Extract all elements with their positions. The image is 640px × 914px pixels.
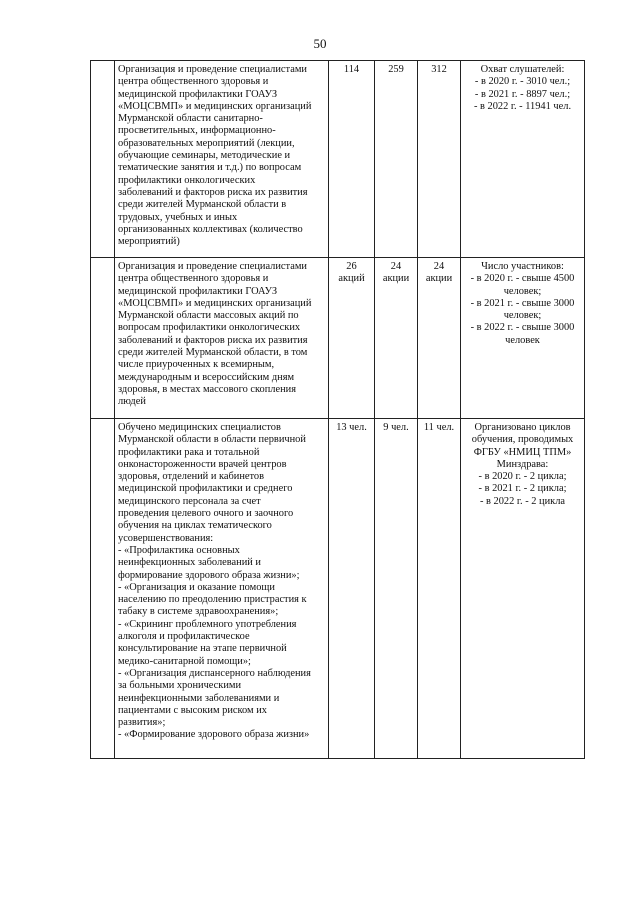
text-line: акций <box>338 273 365 285</box>
text-line: 9 чел. <box>383 422 409 433</box>
text-line: медицинского персонала за счет <box>118 495 261 507</box>
text-line: Минздрава: <box>496 458 549 470</box>
text-line: табаку в системе здравоохранения»; <box>118 606 279 618</box>
text-line: просветительных, информационно- <box>118 125 276 137</box>
text-line: населению по преодолению пристрастия к <box>118 594 307 606</box>
text-line: медицинской профилактики ГОАУЗ <box>118 285 278 297</box>
value-2021-cell <box>375 419 418 759</box>
text-line: медицинской профилактики и среднего <box>118 483 293 495</box>
text-line: - «Организация диспансерного наблюдения <box>118 667 311 679</box>
result-cell <box>461 61 585 258</box>
text-line: среди жителей Мурманской области в <box>118 199 287 211</box>
text-line: 312 <box>431 64 447 75</box>
text-line: - в 2022 г. - 2 цикла <box>479 495 566 507</box>
value-2020-cell <box>329 419 375 759</box>
text-line: ФГБУ «НМИЦ ТПМ» <box>473 446 572 458</box>
text-line: алкоголя и профилактическое <box>118 631 250 643</box>
text-line: Мурманской области в области первичной <box>118 434 306 446</box>
text-line: мероприятий) <box>118 236 180 248</box>
text-line: развития»; <box>118 717 166 729</box>
text-line: обучающие семинары, методические и <box>118 150 291 162</box>
value-2022-cell <box>418 61 461 258</box>
text-line: 259 <box>388 64 404 75</box>
text-line: человек; <box>503 285 542 297</box>
text-line: профилактики онкологических <box>118 174 256 186</box>
text-line: числе приуроченных к всемирным, <box>118 359 275 371</box>
row-index-cell <box>91 61 115 258</box>
text-line: человек <box>505 334 540 346</box>
text-line: центра общественного здоровья и <box>118 76 269 88</box>
text-line: - в 2022 г. - 11941 чел. <box>473 100 572 112</box>
text-line: 26 <box>346 261 357 272</box>
text-line: Число участников: <box>481 261 564 272</box>
row-index-cell <box>91 419 115 759</box>
text-line: - в 2021 г. - 2 цикла; <box>478 483 567 495</box>
text-line: людей <box>118 396 146 408</box>
text-line: пациентами с высоким риском их <box>118 704 267 716</box>
text-line: - в 2021 г. - 8897 чел.; <box>474 88 571 100</box>
text-line: - в 2020 г. - 3010 чел.; <box>474 76 571 88</box>
value-2021-cell <box>375 258 418 419</box>
text-line: Охват слушателей: <box>480 64 565 75</box>
text-line: Мурманской области массовых акций по <box>118 310 299 322</box>
text-line: Организовано циклов <box>474 422 571 433</box>
text-line: «МОЦСВМП» и медицинских организаций <box>118 100 312 112</box>
result-cell <box>461 419 585 759</box>
text-line: здоровья, отделений и кабинетов <box>118 471 265 483</box>
text-line: Организация и проведение специалистами <box>118 64 307 75</box>
text-line: профилактики рака и тотальной <box>118 446 260 458</box>
text-line: 114 <box>343 64 360 75</box>
text-line: международным и всероссийским дням <box>118 371 295 383</box>
text-line: - в 2021 г. - свыше 3000 <box>470 297 575 309</box>
table-row <box>91 258 585 419</box>
text-line: Организация и проведение специалистами <box>118 261 307 272</box>
description-cell <box>115 419 329 759</box>
text-line: трудовых, учебных и иных <box>118 211 238 223</box>
text-line: проведения целевого очного и заочного <box>118 508 294 520</box>
text-line: Мурманской области санитарно- <box>118 113 263 125</box>
text-line: образовательных мероприятий (лекции, <box>118 137 295 149</box>
text-line: медико-санитарной помощи»; <box>118 655 251 667</box>
value-2022-cell <box>418 419 461 759</box>
value-2022-cell <box>418 258 461 419</box>
text-line: - в 2022 г. - свыше 3000 <box>470 322 575 334</box>
text-line: обучения на циклах тематического <box>118 520 272 532</box>
text-line: консультирование на этапе первичной <box>118 643 287 655</box>
text-line: заболеваний и факторов риска их развития <box>118 334 308 346</box>
text-line: 13 чел. <box>336 422 367 433</box>
text-line: 24 <box>390 261 402 272</box>
text-line: - в 2020 г. - 2 цикла; <box>478 471 567 483</box>
value-2020-cell <box>329 258 375 419</box>
text-line: 24 <box>433 261 445 272</box>
text-line: усовершенствования: <box>118 532 214 544</box>
value-2021-cell <box>375 61 418 258</box>
text-line: онконастороженности врачей центров <box>118 458 287 470</box>
text-line: формирование здорового образа жизни»; <box>118 569 300 581</box>
text-line: организованных коллективах (количество <box>118 223 303 235</box>
text-line: медицинской профилактики ГОАУЗ <box>118 88 278 100</box>
text-line: среди жителей Мурманской области, в том <box>118 347 308 359</box>
text-line: «МОЦСВМП» и медицинских организаций <box>118 297 312 309</box>
text-line: акции <box>425 273 453 285</box>
row-index-cell <box>91 258 115 419</box>
text-line: - «Организация и оказание помощи <box>118 581 275 593</box>
page-number: 50 <box>313 36 327 51</box>
text-line: заболеваний и факторов риска их развития <box>118 186 308 198</box>
text-line: за больными хроническими <box>118 680 242 692</box>
text-line: Обучено медицинских специалистов <box>118 422 281 433</box>
text-line: акции <box>382 273 410 285</box>
table-row <box>91 419 585 759</box>
text-line: - «Скрининг проблемного употребления <box>118 618 297 630</box>
text-line: неинфекционными заболеваниями и <box>118 692 280 704</box>
description-cell <box>115 61 329 258</box>
text-line: здоровья, в местах массового скопления <box>118 383 296 395</box>
text-line: человек; <box>503 310 542 322</box>
text-line: обучения, проводимых <box>471 434 574 446</box>
result-cell <box>461 258 585 419</box>
measures-table <box>90 60 585 759</box>
text-line: - «Профилактика основных <box>118 544 240 556</box>
text-line: - «Формирование здорового образа жизни» <box>118 729 310 741</box>
table-row <box>91 61 585 258</box>
description-cell <box>115 258 329 419</box>
text-line: 11 чел. <box>423 422 455 433</box>
text-line: вопросам профилактики онкологических <box>118 322 301 334</box>
value-2020-cell <box>329 61 375 258</box>
text-line: тематические занятия и т.д.) по вопросам <box>118 162 302 174</box>
text-line: центра общественного здоровья и <box>118 273 269 285</box>
text-line: - в 2020 г. - свыше 4500 <box>470 273 575 285</box>
text-line: неинфекционных заболеваний и <box>118 557 261 569</box>
